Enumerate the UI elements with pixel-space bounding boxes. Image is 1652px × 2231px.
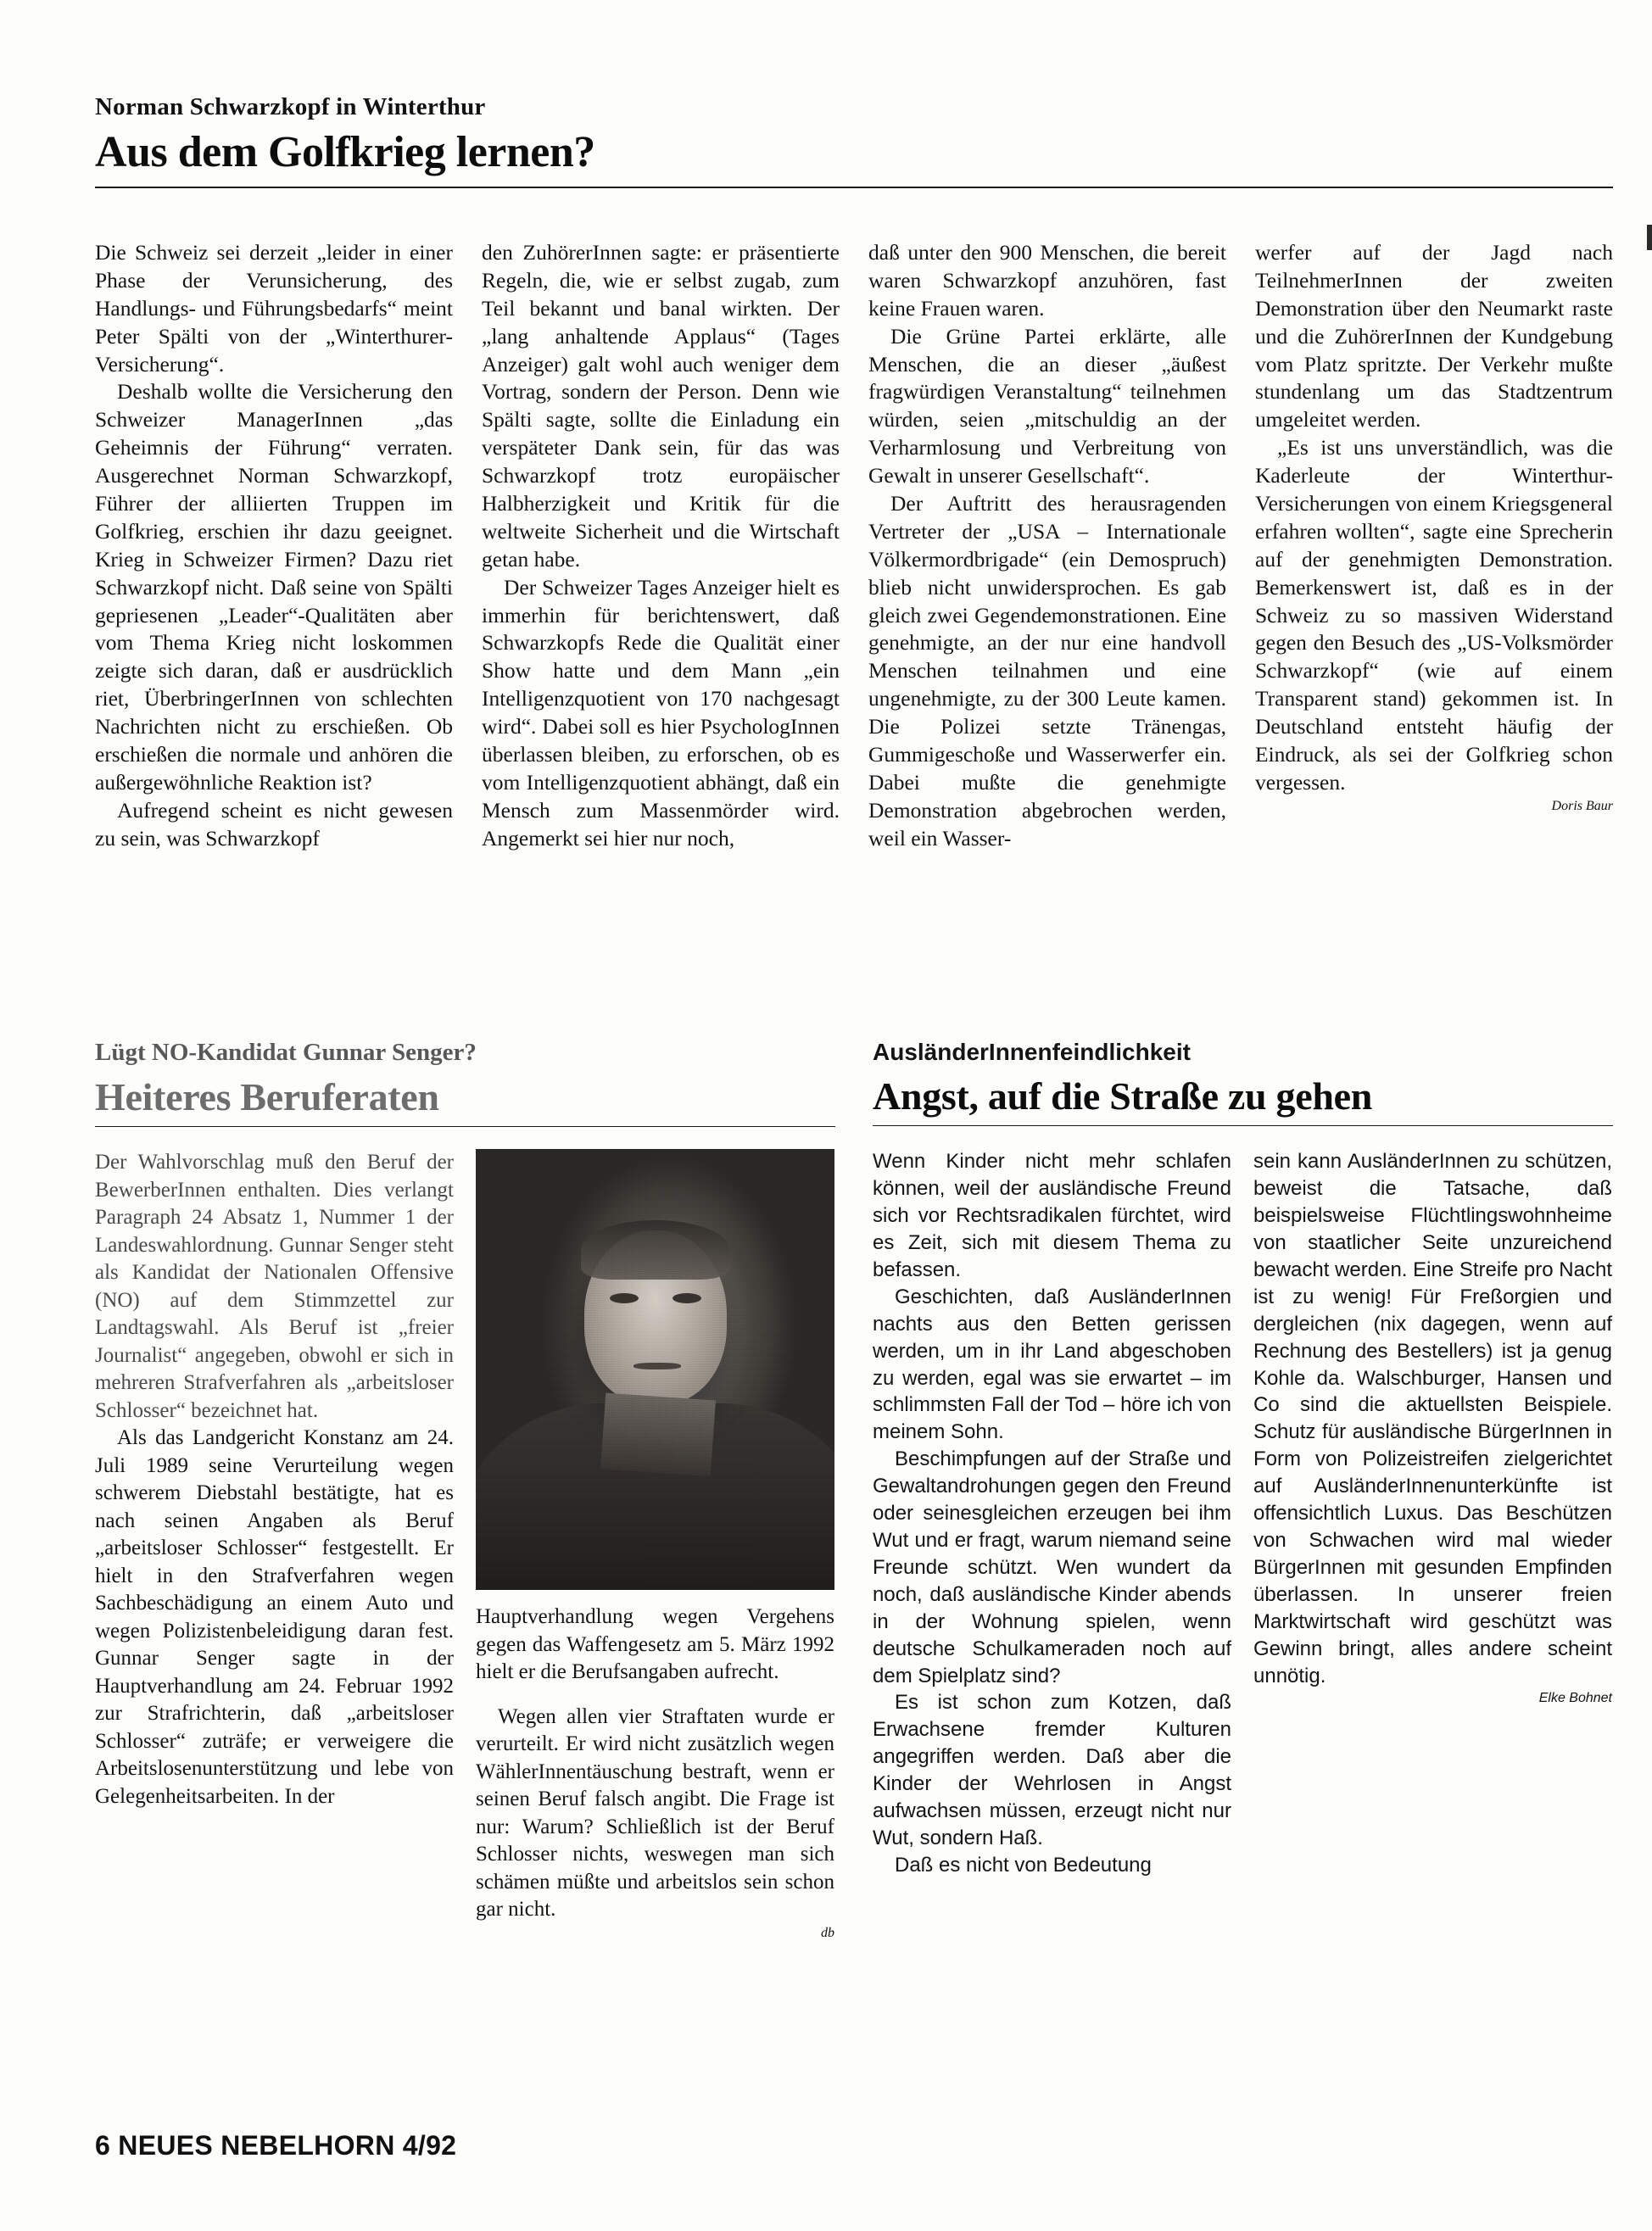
article-1-column-4 xyxy=(1255,239,1613,853)
article-1-kicker: Norman Schwarzkopf in Winterthur xyxy=(95,93,486,120)
article-3-headline: Angst, auf die Straße zu gehen xyxy=(873,1074,1373,1118)
article-3-kicker: AusländerInnenfeindlichkeit xyxy=(873,1039,1191,1065)
paragraph: Der Auftritt des herausragenden Vertreter der „USA – Internationale Völkermordbrigade“ (ein Demospruch) blieb nicht unwidersprochen. Es gab gleich zwei Gegendemonstrationen. Eine genehmigte, an der nur eine handvoll Menschen teilnahmen und eine ungenehmigte, zu der 300 Leute kamen. Die Polizei setzte Tränengas, Gummigeschoße und Wasserwerfer ein. Dabei mußte die genehmigte Demonstration abgebrochen werden, weil ein Wasser- xyxy=(868,491,1226,851)
paragraph: Aufregend scheint es nicht gewesen zu sein, was Schwarzkopf xyxy=(95,797,453,851)
article-2-column-1 xyxy=(95,1149,454,1941)
edge-print-mark xyxy=(1647,225,1652,250)
paragraph: „Es ist uns unverständlich, was die Kaderleute der Winterthur-Versicherungen von einem Kriegsgeneral erfahren wollten“, sagte eine Sprecherin auf der genehmigten Demonstration. Bemerkenswert ist, daß es in der Schweiz zu so massiven Widerstand gegen den Besuch des „US-Volksmörder Schwarzkopf“ (wie auf einem Transparent stand) gekommen ist. In Deutschland entsteht häufig der Eindruck, als sei der Golfkrieg schon vergessen. xyxy=(1255,435,1613,795)
paragraph: Der Schweizer Tages Anzeiger hielt es immerhin für berichtenswert, daß Schwarzkopfs Rede die Qualität einer Show hatte und dem Mann „ein Intelligenzquotient von 170 nachgesagt wird“. Dabei soll es hier PsychologInnen überlassen bleiben, zu erforschen, ob es vom Intelligenzquotient abhängt, daß ein Mensch zum Massenmörder wird. Angemerkt sei hier nur noch, xyxy=(482,574,840,851)
article-2-photo-column xyxy=(476,1149,834,1941)
paragraph: Als das Landgericht Konstanz am 24. Juli 1989 seine Verurteilung wegen schwerem Diebstahl bestätigte, hat es nach seinen Angaben als Beruf „arbeitsloser Schlosser“ festgestellt. Er hielt in den Strafverfahren wegen Sachbeschädigung an einem Auto und wegen Polizistenbeleidigung daran fest. Gunnar Senger sagte in der Hauptverhandlung am 24. Februar 1992 zur Strafrichterin, daß „arbeitsloser Schlosser“ zuträfe; er verweigere die Arbeitslosenunterstützung und lebe von Gelegenheitsarbeiten. In der xyxy=(95,1426,454,1808)
photo-halftone-grain xyxy=(476,1149,834,1590)
paragraph: Deshalb wollte die Versicherung den Schweizer ManagerInnen „das Geheimnis der Führung“ verraten. Ausgerechnet Norman Schwarzkopf, Führer der alliierten Truppen im Golfkrieg, erschien ihr dazu geeignet. Krieg in Schweizer Firmen? Dazu riet Schwarzkopf nicht. Daß seine von Spälti gepriesenen „Leader“-Qualitäten aber vom Thema Krieg nicht loskommen zeigte sich daran, daß er ausdrücklich riet, ÜberbringerInnen von schlechten Nachrichten nicht zu erschießen. Ob erschießen die normale und anhören die außergewöhnliche Reaktion ist? xyxy=(95,379,453,795)
paragraph: sein kann AusländerInnen zu schützen, beweist die Tatsache, daß beispielsweise Flüchtlingswohnheime von staatlicher Seite unzureichend bewacht werden. Eine Streife pro Nacht ist zu wenig! Für Freßorgien und dergleichen (nix dagegen, wenn auf Rechnung des Bestellers) ist ja genug Kohle da. Walschburger, Hansen und Co sind die aktuellsten Beispiele. Schutz für ausländische BürgerInnen in Form von Polizeistreifen zielgerichtet auf AusländerInnenunterkünfte ist offensichtlich Luxus. Das Beschützen von Schwachen wird mal wieder BürgerInnen mit gesunden Empfinden überlassen. In unserer freien Marktwirtschaft wird geschützt was Gewinn bringt, alles andere scheint unnötig. xyxy=(1253,1150,1612,1687)
paragraph: Es ist schon zum Kotzen, daß Erwachsene fremder Kulturen angegriffen werden. Daß aber die Kinder der Wehrlosen in Angst aufwachsen müssen, erzeugt nicht nur Wut, sondern Haß. xyxy=(873,1691,1231,1849)
article-1-columns xyxy=(95,239,1613,853)
photo-caption: Hauptverhandlung wegen Vergehens gegen das Waffengesetz am 5. März 1992 hielt er die Berufsangaben aufrecht. xyxy=(476,1605,834,1684)
paragraph: Beschimpfungen auf der Straße und Gewaltandrohungen gegen den Freund oder seinesgleichen erzeugen bei ihm Wut und er fragt, warum niemand seine Freunde schützt. Wen wundert da noch, daß ausländische Kinder abends in der Wohnung spielen, wenn deutsche Schulkameraden noch auf dem Spielplatz sind? xyxy=(873,1447,1231,1687)
article-3-columns xyxy=(873,1148,1613,1878)
article-3-column-1 xyxy=(873,1148,1231,1878)
article-1-column-3 xyxy=(868,239,1226,853)
article-3-column-2 xyxy=(1253,1148,1612,1878)
article-1-signature: Doris Baur xyxy=(1551,798,1613,813)
article-3-rule xyxy=(873,1125,1613,1126)
article-1-header xyxy=(95,93,1613,188)
paragraph: den ZuhörerInnen sagte: er präsentierte Regeln, die, wie er selbst zugab, zum Teil bekannt und banal wirkten. Der „lang anhaltende Applaus“ (Tages Anzeiger) galt wohl auch weniger dem Vortrag, sondern der Person. Denn wie Spälti sagte, sollte die Einladung ein verspäteter Dank sein, für das was Schwarzkopf trotz europäischer Halbherzigkeit und Kritik für die weltweite Sicherheit und die Wirtschaft getan habe. xyxy=(482,240,840,572)
page-footer: 6 NEUES NEBELHORN 4/92 xyxy=(95,2130,457,2161)
article-2-kicker: Lügt NO-Kandidat Gunnar Senger? xyxy=(95,1039,477,1066)
paragraph: Der Wahlvorschlag muß den Beruf der BewerberInnen enthalten. Dies verlangt Paragraph 24 Absatz 1, Nummer 1 der Landeswahlordnung. Gunnar Senger steht als Kandidat der Nationalen Offensive (NO) auf dem Stimmzettel zur Landtagswahl. Als Beruf ist „freier Journalist“ angegeben, obwohl er sich in mehreren Strafverfahren als „arbeitsloser Schlosser“ bezeichnet hat. xyxy=(95,1151,454,1422)
article-1-column-1 xyxy=(95,239,453,853)
paragraph: werfer auf der Jagd nach TeilnehmerInnen der zweiten Demonstration über den Neumarkt raste und die ZuhörerInnen der Kundgebung vom Platz spritzte. Der Verkehr mußte stundenlang um das Stadtzentrum umgeleitet werden. xyxy=(1255,240,1613,432)
article-2-signature: db xyxy=(821,1925,834,1940)
article-2 xyxy=(95,1039,835,1941)
lower-section xyxy=(95,1039,1613,1941)
article-3-signature: Elke Bohnet xyxy=(1538,1691,1612,1706)
paragraph: Daß es nicht von Bedeutung xyxy=(895,1853,1152,1877)
paragraph: Die Grüne Partei erklärte, alle Menschen, die an dieser „äußest fragwürdigen Veranstaltung“ teilnehmen würden, seien „mitschuldig an der Verharmlosung und Verbreitung von Gewalt in unserer Gesellschaft“. xyxy=(868,323,1226,488)
article-2-rule xyxy=(95,1126,835,1127)
article-1-headline: Aus dem Golfkrieg lernen? xyxy=(95,128,595,176)
paragraph: Die Schweiz sei derzeit „leider in einer Phase der Verunsicherung, des Handlungs- und Führungsbedarfs“ meint Peter Spälti von der „Winterthurer-Versicherung“. xyxy=(95,240,453,376)
paragraph: Wegen allen vier Straftaten wurde er verurteilt. Er wird nicht zusätzlich wegen WählerInnentäuschung bestraft, wenn er seinen Beruf falsch angibt. Die Frage ist nur: Warum? Schließlich ist der Beruf Schlosser nichts, weswegen man sich schämen müßte und arbeitslos sein schon gar nicht. xyxy=(476,1704,834,1921)
paragraph: Wenn Kinder nicht mehr schlafen können, weil der ausländische Freund sich vor Rechtsradikalen fürchtet, wird es Zeit, sich mit diesem Thema zu befassen. xyxy=(873,1150,1231,1281)
article-1-rule xyxy=(95,187,1613,188)
paragraph: daß unter den 900 Menschen, die bereit waren Schwarzkopf anzuhören, fast keine Frauen waren. xyxy=(868,240,1226,321)
article-1-column-2 xyxy=(482,239,840,853)
article-3 xyxy=(873,1039,1613,1941)
article-2-headline: Heiteres Beruferaten xyxy=(95,1075,439,1118)
portrait-photo xyxy=(476,1149,834,1590)
paragraph: Geschichten, daß AusländerInnen nachts aus den Betten gerissen werden, um in ihr Land abgeschoben zu werden, egal was sie erwartet – im schlimmsten Fall der Tod – höre ich von meinem Sohn. xyxy=(873,1285,1231,1444)
article-2-columns xyxy=(95,1149,835,1941)
